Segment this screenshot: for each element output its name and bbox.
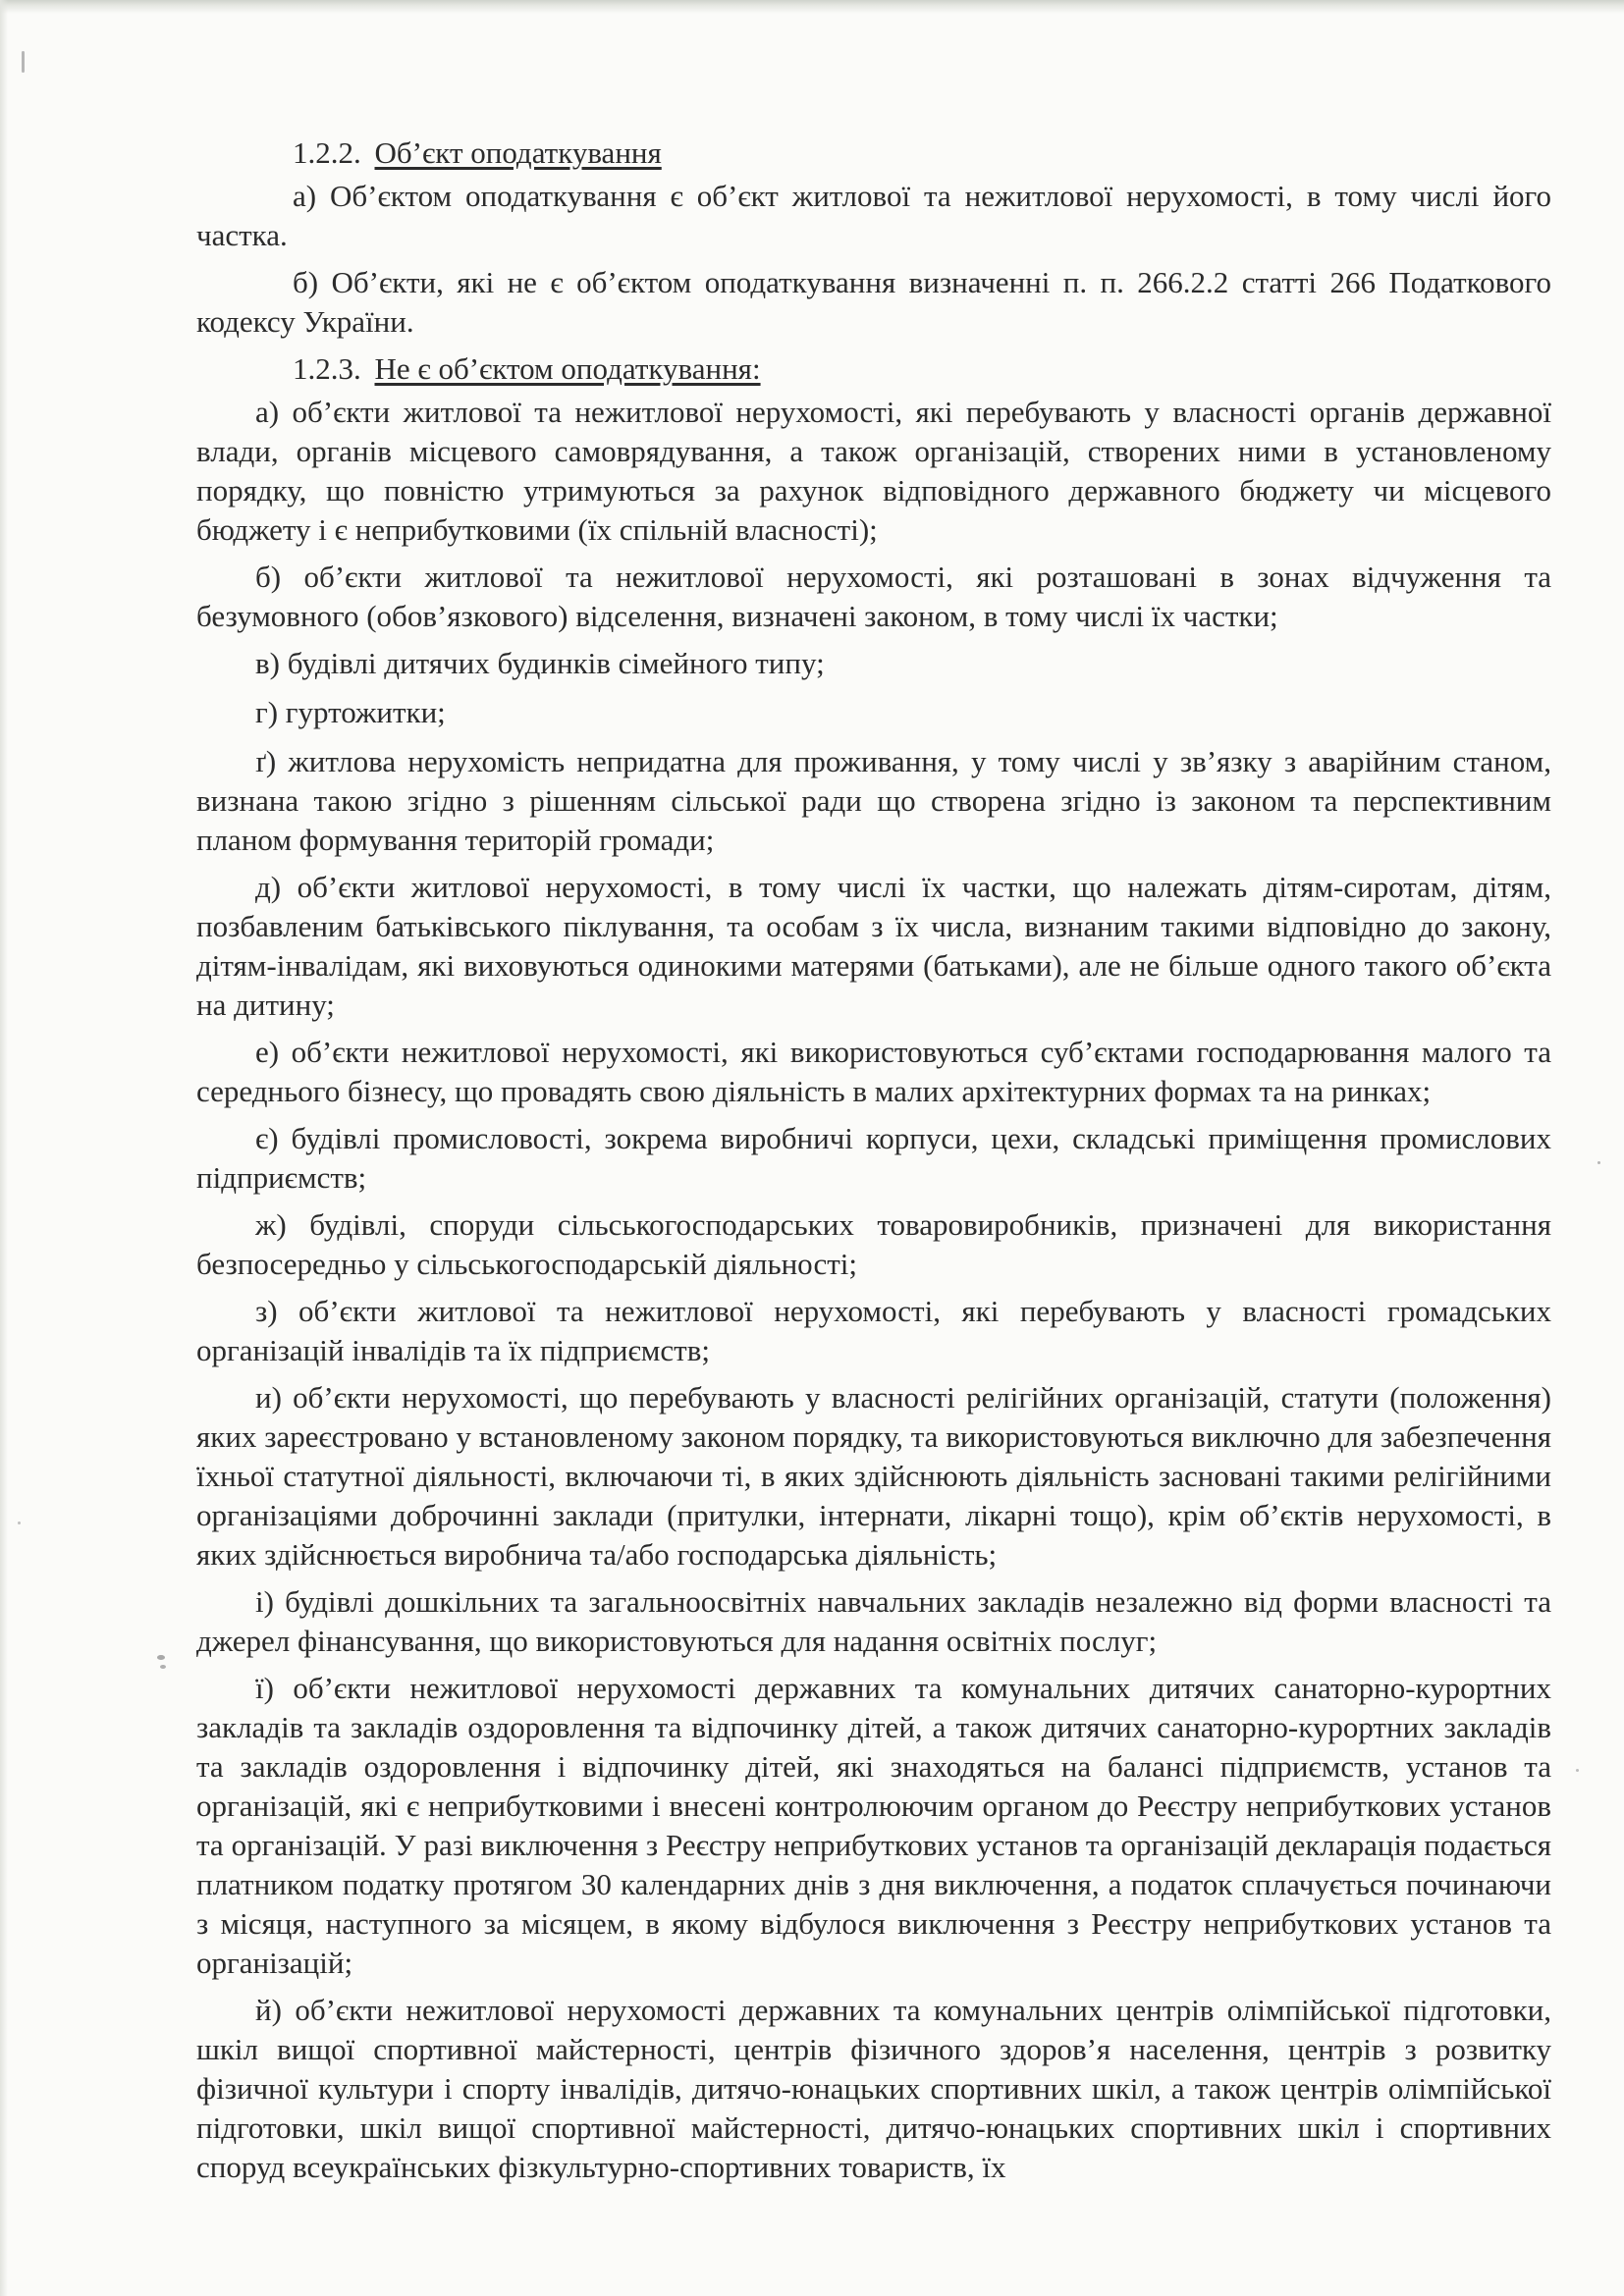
list-item: ї) об’єкти нежитлової нерухомості державних та комунальних дитячих санаторно-курортних закладів та закладів оздоровлення та відпочинку дітей, а також дитячих санаторно-курортних закладів та закладів оздоровлення і відпочинку дітей, які знаходяться на балансі підприємств, установ та організацій, які є неприбутковими і внесені контролюючим органом до Реєстру неприбуткових установ та організацій. У разі виключення з Реєстру неприбуткових установ та організацій декларація подається платником податку протягом 30 календарних днів з дня виключення, а податок сплачується починаючи з місяця, наступного за місяцем, в якому відбулося виключення з Реєстру неприбуткових установ та організацій; [196,1671,1551,1980]
scan-speck [18,1522,21,1524]
section-heading-1-2-2 [196,133,1551,173]
list-item: е) об’єкти нежитлової нерухомості, які використовуються суб’єктами господарювання малого та середнього бізнесу, що провадять свою діяльність в малих архітектурних формах та на ринках; [196,1035,1551,1108]
list-item: ґ) житлова нерухомість непридатна для проживання, у тому числі у зв’язку з аварійним станом, визнана такою згідно з рішенням сільської ради що створена згідно із законом та перспективним планом формування територій громади; [196,744,1551,857]
list-item: і) будівлі дошкільних та загальноосвітніх навчальних закладів незалежно від форми власності та джерел фінансування, що використовуються для надання освітніх послуг; [196,1584,1551,1658]
list-item: є) будівлі промисловості, зокрема виробничі корпуси, цехи, складські приміщення промислових підприємств; [196,1121,1551,1195]
section-number: 1.2.2. [293,135,361,170]
list-item: г) гуртожитки; [255,695,446,729]
section-heading-1-2-3 [196,349,1551,389]
section-title: Об’єкт оподаткування [374,135,662,170]
scan-speck [157,1655,165,1660]
section-title: Не є об’єктом оподаткування: [374,351,761,386]
list-item: й) об’єкти нежитлової нерухомості державних та комунальних центрів олімпійської підготовки, шкіл вищої спортивної майстерності, центрів фізичного здоров’я населення, центрів з розвитку фізичної культури і спорту інвалідів, дитячо-юнацьких спортивних шкіл, а також центрів олімпійської підготовки, шкіл вищої спортивної майстерності, дитячо-юнацьких спортивних шкіл і спортивних споруд всеукраїнських фізкультурно-спортивних товариств, їх [196,1993,1551,2184]
list-item: д) об’єкти житлової нерухомості, в тому числі їх частки, що належать дітям-сиротам, дітям, позбавленим батьківського піклування, та особам з їх числа, визнаним такими відповідно до закону, дітям-інвалідам, які виховуються одинокими матерями (батьками), але не більше одного такого об’єкта на дитину; [196,870,1551,1022]
scan-left-edge [0,0,8,2296]
paragraph: а) Об’єктом оподаткування є об’єкт житлової та нежитлової нерухомості, в тому числі його частка. [196,179,1551,252]
list-item: а) об’єкти житлової та нежитлової нерухомості, які перебувають у власності органів державної влади, органів місцевого самоврядування, а також організацій, створених ними в установленому порядку, що повністю утримуються за рахунок відповідного державного бюджету чи місцевого бюджету і є неприбутковими (їх спільній власності); [196,395,1551,547]
list-item: ж) будівлі, споруди сільськогосподарських товаровиробників, призначені для використання безпосередньо у сільськогосподарській діяльності; [196,1207,1551,1281]
scan-speck [1597,1161,1600,1164]
list-item: б) об’єкти житлової та нежитлової нерухомості, які розташовані в зонах відчуження та безумовного (обов’язкового) відселення, визначені законом, в тому числі їх частки; [196,560,1551,633]
scan-speck [22,51,25,73]
list-item: и) об’єкти нерухомості, що перебувають у власності релігійних організацій, статути (положення) яких зареєстровано у встановленому законом порядку, та використовуються виключно для забезпечення їхньої статутної діяльності, включаючи ті, в яких здійснюють діяльність засновані такими релігійними організаціями доброчинні заклади (притулки, інтернати, лікарні тощо), крім об’єктів нерухомості, в яких здійснюється виробнича та/або господарська діяльність; [196,1380,1551,1572]
scan-speck [160,1665,166,1669]
list-item: в) будівлі дитячих будинків сімейного типу; [255,646,825,680]
scan-speck [1576,1769,1579,1772]
section-number: 1.2.3. [293,351,361,386]
list-item: з) об’єкти житлової та нежитлової нерухомості, які перебувають у власності громадських організацій інвалідів та їх підприємств; [196,1294,1551,1367]
paragraph: б) Об’єкти, які не є об’єктом оподаткування визначенні п. п. 266.2.2 статті 266 Податкового кодексу України. [196,265,1551,339]
document-page [196,133,1551,2195]
scan-top-edge [0,0,1624,14]
